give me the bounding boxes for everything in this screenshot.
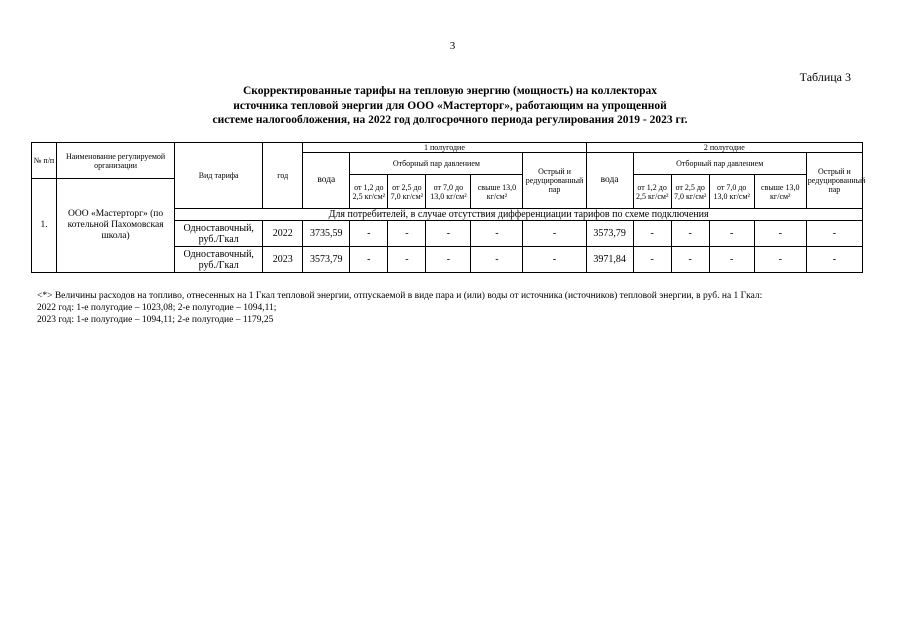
footnote	[37, 290, 852, 326]
dash-cell: -	[709, 221, 754, 247]
header-water-h1: вода	[303, 153, 350, 209]
header-selected-steam-h2: Отборный пар давлением	[633, 153, 806, 175]
dash-cell: -	[754, 247, 806, 273]
header-org: Наименование регулируемой организации	[57, 143, 175, 179]
header-tariff-type: Вид тарифа	[175, 143, 263, 209]
footnote-line-2: 2022 год: 1-е полугодие – 1023,08; 2-е полугодие – 1094,11;	[37, 303, 277, 313]
header-pressure-4-h2: свыше 13,0 кг/см²	[754, 175, 806, 209]
header-num: № п/п	[32, 143, 57, 179]
tariff-type-cell: Одноставочный, руб./Гкал	[175, 221, 263, 247]
org-number: 1.	[32, 179, 57, 273]
dash-cell: -	[709, 247, 754, 273]
dash-cell: -	[633, 221, 671, 247]
dash-cell: -	[523, 247, 586, 273]
document-title	[150, 84, 750, 128]
header-pressure-4-h1: свыше 13,0 кг/см²	[471, 175, 523, 209]
header-pressure-1-h2: от 1,2 до 2,5 кг/см²	[633, 175, 671, 209]
header-half-2: 2 полугодие	[586, 143, 862, 153]
dash-cell: -	[671, 221, 709, 247]
consumers-row: Для потребителей, в случае отсутствия дифференциации тарифов по схеме подключения	[175, 209, 863, 221]
header-water-h2: вода	[586, 153, 633, 209]
dash-cell: -	[523, 221, 586, 247]
header-pressure-2-h2: от 2,5 до 7,0 кг/см²	[671, 175, 709, 209]
dash-cell: -	[426, 247, 471, 273]
dash-cell: -	[350, 221, 388, 247]
dash-cell: -	[426, 221, 471, 247]
year-cell: 2023	[263, 247, 303, 273]
header-pressure-2-h1: от 2,5 до 7,0 кг/см²	[388, 175, 426, 209]
dash-cell: -	[806, 221, 862, 247]
org-name: ООО «Мастерторг» (по котельной Пахомовская школа)	[57, 179, 175, 273]
title-line-1: Скорректированные тарифы на тепловую энергию (мощность) на коллекторах	[242, 85, 658, 97]
header-pressure-1-h1: от 1,2 до 2,5 кг/см²	[350, 175, 388, 209]
header-selected-steam-h1: Отборный пар давлением	[350, 153, 523, 175]
header-pressure-3-h2: от 7,0 до 13,0 кг/см²	[709, 175, 754, 209]
dash-cell: -	[388, 221, 426, 247]
tariffs-table	[31, 142, 866, 273]
tariff-type-cell: Одноставочный, руб./Гкал	[175, 247, 263, 273]
water-h2-cell: 3971,84	[586, 247, 633, 273]
header-half-1: 1 полугодие	[303, 143, 586, 153]
header-pressure-3-h1: от 7,0 до 13,0 кг/см²	[426, 175, 471, 209]
water-h2-cell: 3573,79	[586, 221, 633, 247]
footnote-line-1: <*> Величины расходов на топливо, отнесенных на 1 Гкал тепловой энергии, отпускаемой в виде пара и (или) воды от источника (источников) тепловой энергии, в руб. на 1 Гкал:	[37, 291, 763, 301]
water-h1-cell: 3735,59	[303, 221, 350, 247]
dash-cell: -	[388, 247, 426, 273]
dash-cell: -	[471, 247, 523, 273]
page-number: 3	[449, 40, 456, 52]
year-cell: 2022	[263, 221, 303, 247]
dash-cell: -	[471, 221, 523, 247]
title-line-2: источника тепловой энергии для ООО «Мастерторг», работающим на упрощенной	[233, 99, 667, 112]
dash-cell: -	[671, 247, 709, 273]
dash-cell: -	[350, 247, 388, 273]
water-h1-cell: 3573,79	[303, 247, 350, 273]
header-year: год	[263, 143, 303, 209]
header-sharp-steam-h2: Острый и редуцированный пар	[806, 153, 862, 209]
title-line-3: системе налогообложения, на 2022 год долгосрочного периода регулирования 2019 - 2023 гг.	[212, 114, 688, 126]
table-label: Таблица 3	[799, 70, 851, 84]
dash-cell: -	[806, 247, 862, 273]
dash-cell: -	[754, 221, 806, 247]
dash-cell: -	[633, 247, 671, 273]
footnote-line-3: 2023 год: 1-е полугодие – 1094,11; 2-е полугодие – 1179,25	[37, 315, 274, 325]
header-sharp-steam-h1: Острый и редуцированный пар	[523, 153, 586, 209]
